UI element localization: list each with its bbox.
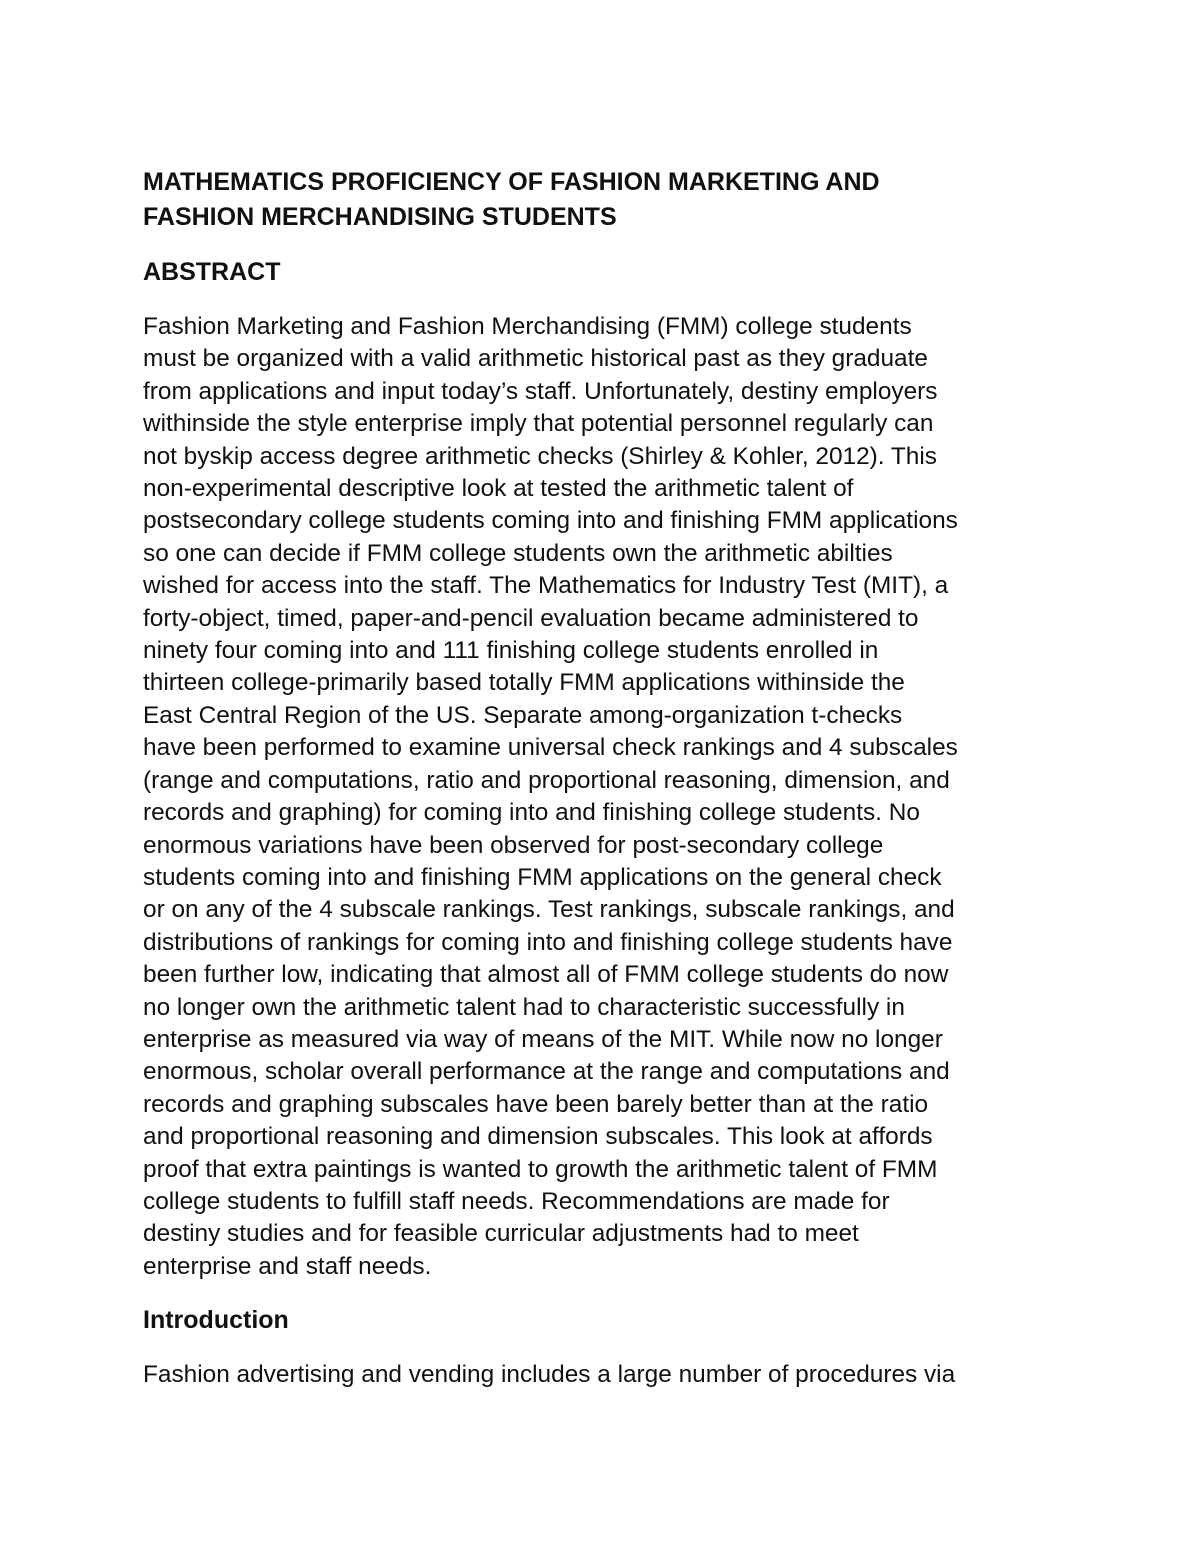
abstract-heading: ABSTRACT: [143, 258, 281, 286]
introduction-paragraph: Fashion advertising and vending includes a large number of procedures via: [143, 1361, 956, 1388]
introduction-heading: Introduction: [143, 1306, 289, 1334]
abstract-line: not byskip access degree arithmetic checks (Shirley & Kohler, 2012). This: [143, 442, 937, 470]
abstract-line: forty-object, timed, paper-and-pencil evaluation became administered to: [143, 604, 919, 632]
abstract-line: students coming into and finishing FMM applications on the general check: [143, 863, 942, 891]
paper-title-line: FASHION MERCHANDISING STUDENTS: [143, 203, 617, 231]
abstract-line: records and graphing) for coming into and finishing college students. No: [143, 799, 920, 827]
abstract-line: college students to fulfill staff needs. Recommendations are made for: [143, 1187, 890, 1215]
abstract-line: Fashion Marketing and Fashion Merchandising (FMM) college students: [143, 313, 912, 340]
abstract-line: enterprise and staff needs.: [143, 1252, 432, 1280]
paper-title-line: MATHEMATICS PROFICIENCY OF FASHION MARKETING AND: [143, 168, 880, 196]
abstract-line: enormous variations have been observed for post-secondary college: [143, 831, 884, 859]
abstract-line: no longer own the arithmetic talent had to characteristic successfully in: [143, 993, 905, 1021]
abstract-line: postsecondary college students coming into and finishing FMM applications: [143, 507, 958, 535]
abstract-line: withinside the style enterprise imply that potential personnel regularly can: [143, 410, 934, 438]
abstract-line: distributions of rankings for coming into and finishing college students have: [143, 928, 953, 956]
abstract-line: must be organized with a valid arithmetic historical past as they graduate: [143, 345, 928, 373]
abstract-line: wished for access into the staff. The Mathematics for Industry Test (MIT), a: [143, 572, 949, 600]
abstract-paragraph: [143, 311, 1073, 1283]
abstract-line: non-experimental descriptive look at tested the arithmetic talent of: [143, 475, 854, 503]
abstract-line: (range and computations, ratio and proportional reasoning, dimension, and: [143, 766, 950, 794]
abstract-line: enormous, scholar overall performance at the range and computations and: [143, 1058, 950, 1086]
abstract-line: so one can decide if FMM college students own the arithmetic abilties: [143, 539, 893, 567]
abstract-line: or on any of the 4 subscale rankings. Test rankings, subscale rankings, and: [143, 896, 955, 924]
abstract-line: destiny studies and for feasible curricular adjustments had to meet: [143, 1220, 859, 1248]
abstract-line: have been performed to examine universal check rankings and 4 subscales: [143, 734, 958, 762]
abstract-line: from applications and input today’s staff. Unfortunately, destiny employers: [143, 377, 938, 405]
paper-title: [143, 165, 1083, 235]
abstract-line: proof that extra paintings is wanted to growth the arithmetic talent of FMM: [143, 1155, 938, 1183]
abstract-line: and proportional reasoning and dimension subscales. This look at affords: [143, 1123, 933, 1151]
abstract-line: records and graphing subscales have been barely better than at the ratio: [143, 1090, 929, 1118]
abstract-line: enterprise as measured via way of means of the MIT. While now no longer: [143, 1025, 943, 1053]
abstract-line: East Central Region of the US. Separate among-organization t-checks: [143, 701, 903, 729]
abstract-line: ninety four coming into and 111 finishing college students enrolled in: [143, 637, 879, 665]
abstract-line: thirteen college-primarily based totally FMM applications withinside the: [143, 669, 905, 697]
abstract-line: been further low, indicating that almost all of FMM college students do now: [143, 961, 949, 989]
